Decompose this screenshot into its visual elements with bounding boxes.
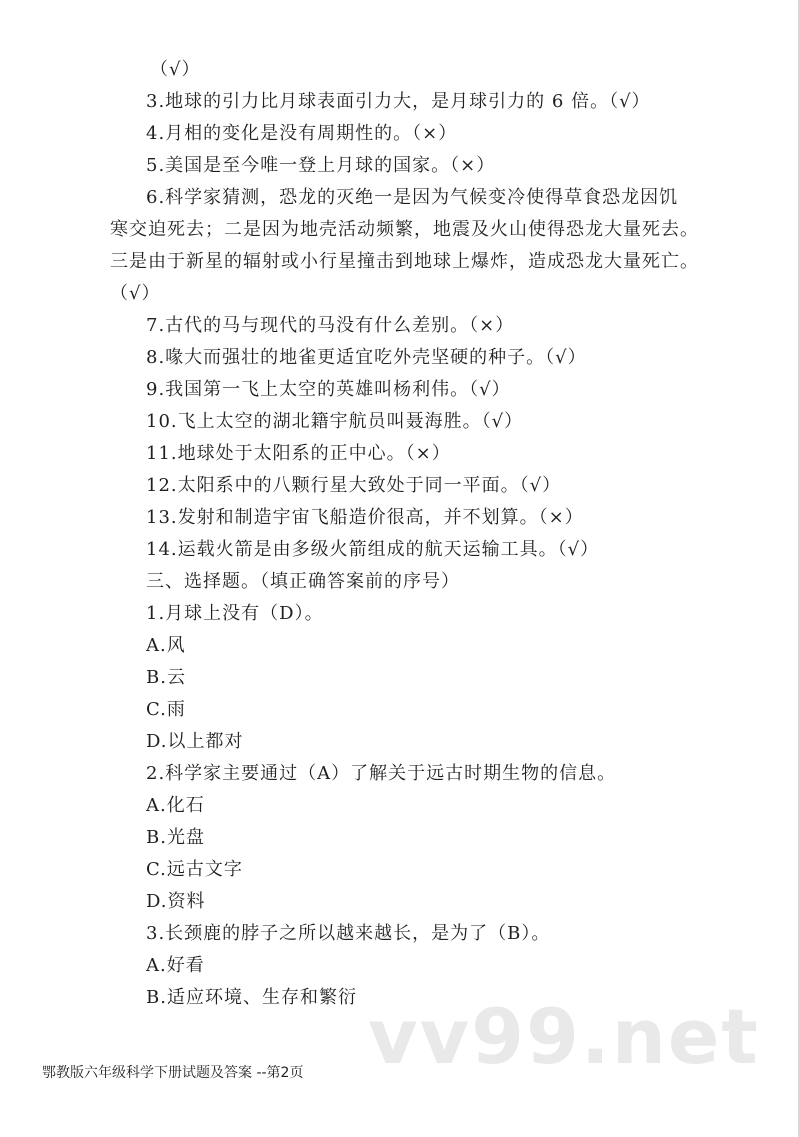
text-line: 7.古代的马与现代的马没有什么差别。（×） <box>146 315 515 336</box>
text-line: 4.月相的变化是没有周期性的。（×） <box>146 123 458 144</box>
text-line: A.化石 <box>146 795 205 816</box>
text-line: 6.科学家猜测，恐龙的灭绝一是因为气候变冷使得草食恐龙因饥 <box>146 187 679 208</box>
text-line: 3.地球的引力比月球表面引力大，是月球引力的 6 倍。（√） <box>146 91 651 112</box>
text-line: 12.太阳系中的八颗行星大致处于同一平面。（√） <box>146 475 562 496</box>
text-line: C.远古文字 <box>146 859 243 880</box>
watermark: vv99.net <box>368 992 760 1081</box>
text-line: 13.发射和制造宇宙飞船造价很高，并不划算。（×） <box>146 507 584 528</box>
text-line: 2.科学家主要通过（A）了解关于远古时期生物的信息。 <box>146 763 617 784</box>
text-line: B.云 <box>146 667 186 688</box>
text-line: 14.运载火箭是由多级火箭组成的航天运输工具。（√） <box>146 539 600 560</box>
text-line: D.资料 <box>146 891 206 912</box>
text-line: 寒交迫死去；二是因为地壳活动频繁，地震及火山使得恐龙大量死去。 <box>110 219 699 240</box>
text-line: 11.地球处于太阳系的正中心。（×） <box>146 443 451 464</box>
text-line: 10.飞上太空的湖北籍宇航员叫聂海胜。（√） <box>146 411 524 432</box>
text-line: 三、选择题。（填正确答案前的序号） <box>146 571 460 592</box>
text-line: B.光盘 <box>146 827 205 848</box>
text-line: （√） <box>110 283 161 304</box>
text-line: C.雨 <box>146 699 186 720</box>
text-line: 1.月球上没有（D）。 <box>146 603 324 624</box>
page-footer: 鄂教版六年级科学下册试题及答案 --第2页 <box>42 1065 304 1081</box>
text-line: 三是由于新星的辐射或小行星撞击到地球上爆炸，造成恐龙大量死亡。 <box>110 251 699 272</box>
text-line: （√） <box>150 59 201 80</box>
text-line: 3.长颈鹿的脖子之所以越来越长，是为了（B）。 <box>146 923 551 944</box>
text-line: 9.我国第一飞上太空的英雄叫杨利伟。（√） <box>146 379 511 400</box>
text-line: 5.美国是至今唯一登上月球的国家。（×） <box>146 155 496 176</box>
text-line: 8.喙大而强壮的地雀更适宜吃外壳坚硬的种子。（√） <box>146 347 587 368</box>
text-line: A.好看 <box>146 955 205 976</box>
text-line: D.以上都对 <box>146 731 244 752</box>
text-line: B.适应环境、生存和繁衍 <box>146 987 357 1008</box>
text-line: A.风 <box>146 635 186 656</box>
